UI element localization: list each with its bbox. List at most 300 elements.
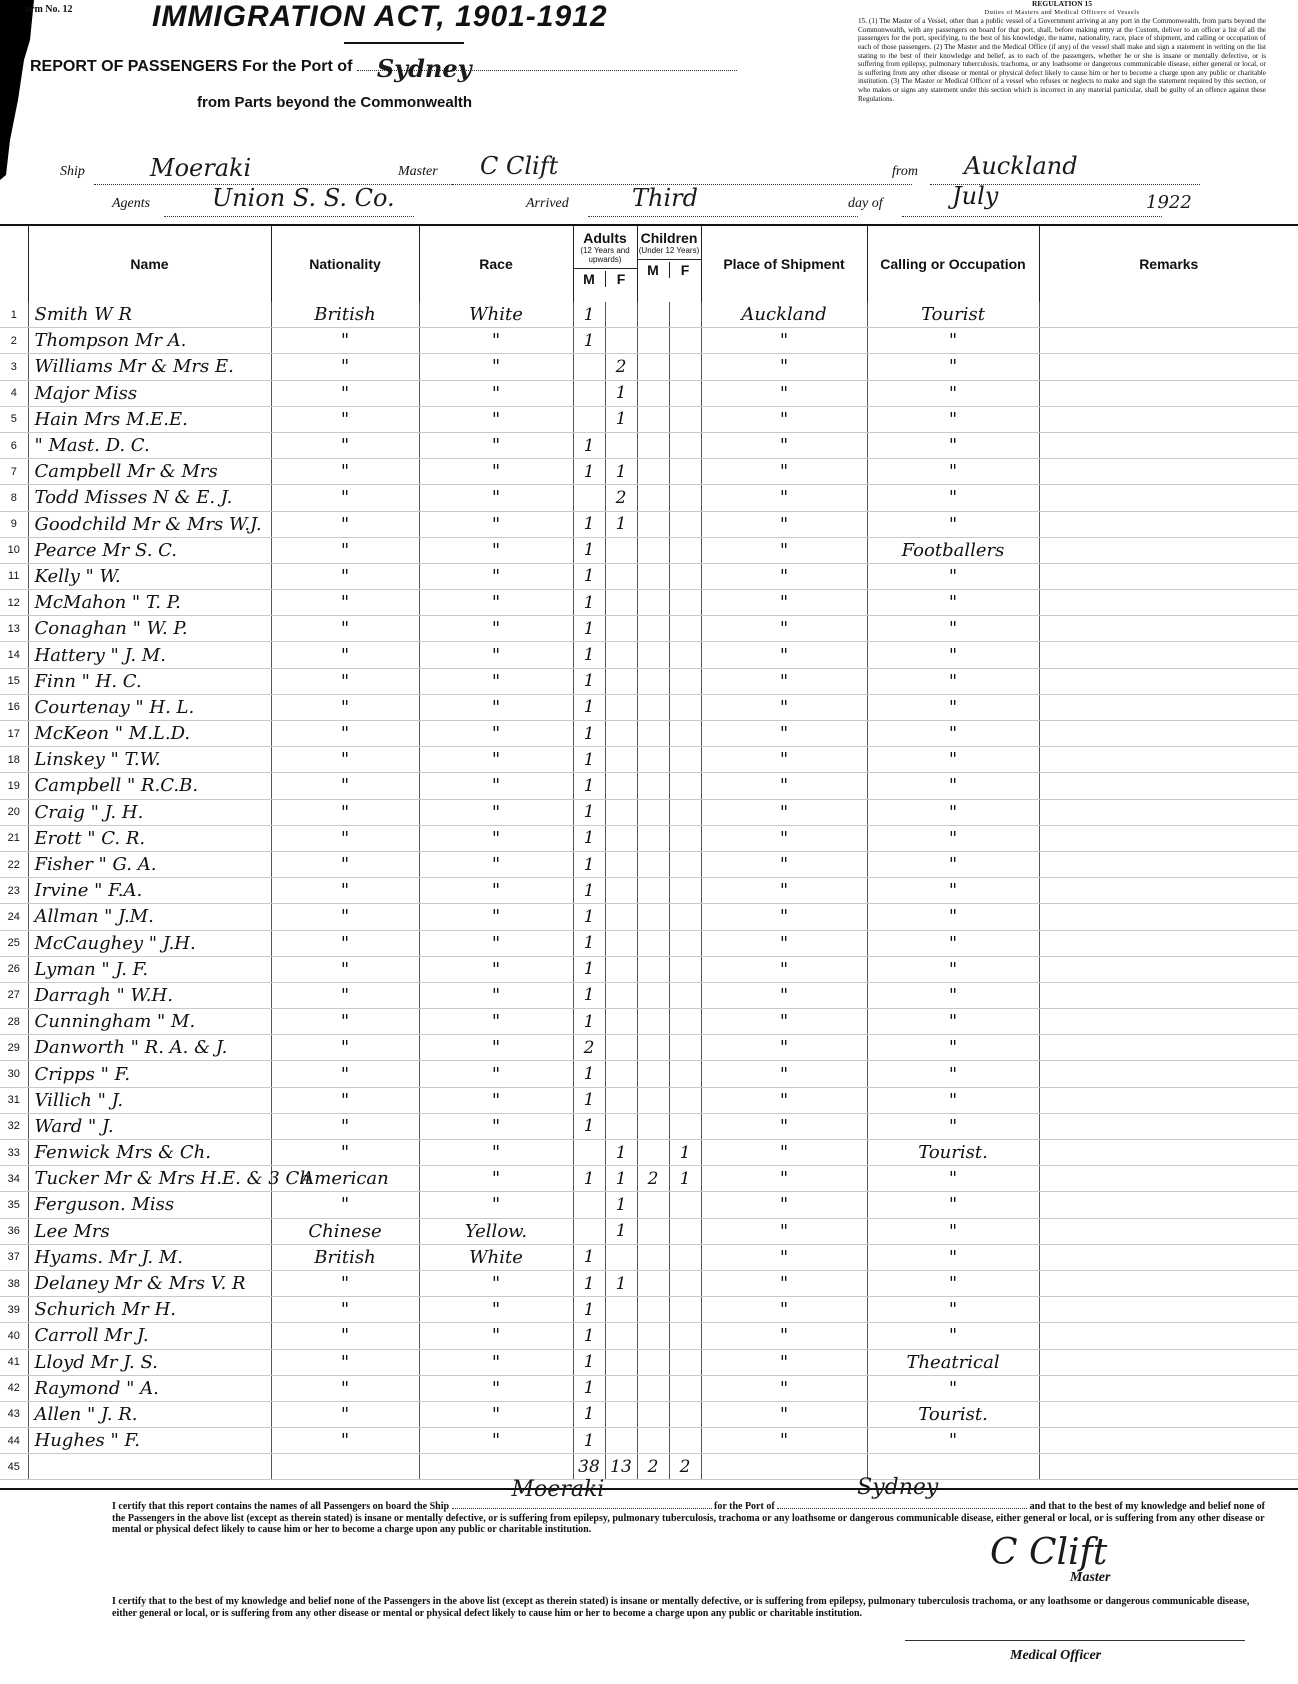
child-female-count bbox=[669, 773, 701, 799]
passenger-name: Erott " C. R. bbox=[28, 825, 271, 851]
row-number: 22 bbox=[0, 851, 28, 877]
row-number: 19 bbox=[0, 773, 28, 799]
adult-male-count bbox=[573, 354, 605, 380]
child-female-count bbox=[669, 432, 701, 458]
passenger-name: Raymond " A. bbox=[28, 1375, 271, 1401]
occupation-cell: " bbox=[867, 1244, 1039, 1270]
table-bottom-rule bbox=[0, 1488, 1298, 1490]
medical-officer-label: Medical Officer bbox=[1010, 1648, 1102, 1663]
remarks-cell bbox=[1039, 302, 1298, 328]
adult-male-count: 1 bbox=[573, 825, 605, 851]
remarks-cell bbox=[1039, 1401, 1298, 1427]
race-cell: " bbox=[419, 1375, 573, 1401]
adult-male-count: 1 bbox=[573, 747, 605, 773]
adult-male-count: 1 bbox=[573, 459, 605, 485]
table-row bbox=[0, 432, 1298, 458]
report-label: REPORT OF PASSENGERS For the Port of bbox=[30, 58, 353, 75]
nationality-cell: " bbox=[271, 1297, 419, 1323]
child-male-count bbox=[637, 878, 669, 904]
occupation-cell: " bbox=[867, 485, 1039, 511]
adults-sub: (12 Years and upwards) bbox=[580, 246, 630, 264]
child-female-count bbox=[669, 1009, 701, 1035]
passenger-table bbox=[0, 224, 1298, 1480]
table-row bbox=[0, 694, 1298, 720]
nationality-cell: " bbox=[271, 380, 419, 406]
adult-male-count: 1 bbox=[573, 1297, 605, 1323]
nationality-cell: " bbox=[271, 616, 419, 642]
place-of-shipment-cell: " bbox=[701, 1087, 867, 1113]
adult-male-count: 1 bbox=[573, 1113, 605, 1139]
nationality-cell: " bbox=[271, 982, 419, 1008]
passenger-name: Thompson Mr A. bbox=[28, 328, 271, 354]
remarks-cell bbox=[1039, 432, 1298, 458]
adult-male-count: 1 bbox=[573, 302, 605, 328]
regulation-text: 15. (1) The Master of a Vessel, other than a public vessel of a Government arriving at any port in the Commonwealth, from parts beyond the Commonwealth, with any passengers on board for that port, shall, before making entry at the Custom, deliver to an officer a list of all the passengers for the port, specifying, to the best of his knowledge, the name, nationality, race, place of shipment, and calling or occupation of each of those passengers. (2) The Master and the Medical Office (if any) of the vessel shall make and sign a statement in writing on the list stating to the best of their knowledge and belief, as to each of the passengers, whether he or she is insane or mentally defective, or is suffering from epilepsy, pulmonary tuberculosis, trachoma, or any loathsome or dangerous communicable disease, either general or local, or is suffering from any other disease or mental or physical defect likely to cause him or her to become a charge upon any public or charitable institution. (3) The Master or Medical Officer of a vessel who refuses or neglects to make and sign the statement required by this section, or who makes or signs any statement under this section which is incorrect in any material particular, shall be guilty of an offence against these Regulations. bbox=[858, 17, 1266, 103]
race-cell: " bbox=[419, 432, 573, 458]
row-number: 31 bbox=[0, 1087, 28, 1113]
adult-female-count: 1 bbox=[605, 1140, 637, 1166]
adult-female-count bbox=[605, 432, 637, 458]
form-number: orm No. 12 bbox=[25, 4, 73, 15]
race-cell: " bbox=[419, 1009, 573, 1035]
remarks-cell bbox=[1039, 1140, 1298, 1166]
adult-female-count: 1 bbox=[605, 511, 637, 537]
nationality-cell: " bbox=[271, 747, 419, 773]
remarks-cell bbox=[1039, 694, 1298, 720]
passenger-name: Allman " J.M. bbox=[28, 904, 271, 930]
child-female-count bbox=[669, 328, 701, 354]
nationality-cell: " bbox=[271, 1270, 419, 1296]
remarks-cell bbox=[1039, 982, 1298, 1008]
race-cell: " bbox=[419, 1297, 573, 1323]
race-cell: " bbox=[419, 537, 573, 563]
adult-female-count: 2 bbox=[605, 485, 637, 511]
occupation-cell: Tourist. bbox=[867, 1140, 1039, 1166]
table-row bbox=[0, 563, 1298, 589]
place-header: Place of Shipment bbox=[701, 225, 867, 302]
child-female-count bbox=[669, 1035, 701, 1061]
adult-male-count: 1 bbox=[573, 694, 605, 720]
remarks-cell bbox=[1039, 1087, 1298, 1113]
adult-female-count: 1 bbox=[605, 1270, 637, 1296]
table-row bbox=[0, 1192, 1298, 1218]
day-of-label: day of bbox=[848, 196, 883, 211]
race-cell: " bbox=[419, 459, 573, 485]
adult-male-count: 1 bbox=[573, 1009, 605, 1035]
place-of-shipment-cell: " bbox=[701, 380, 867, 406]
child-male-count bbox=[637, 1428, 669, 1454]
adult-female-count bbox=[605, 878, 637, 904]
row-number: 33 bbox=[0, 1140, 28, 1166]
nationality-cell: " bbox=[271, 799, 419, 825]
table-row bbox=[0, 1061, 1298, 1087]
nationality-cell: " bbox=[271, 1113, 419, 1139]
child-female-count bbox=[669, 511, 701, 537]
occupation-cell: " bbox=[867, 956, 1039, 982]
nationality-cell: " bbox=[271, 1087, 419, 1113]
child-male-count bbox=[637, 825, 669, 851]
occupation-cell: Tourist. bbox=[867, 1401, 1039, 1427]
remarks-cell bbox=[1039, 537, 1298, 563]
row-number: 15 bbox=[0, 668, 28, 694]
adult-male-count: 1 bbox=[573, 799, 605, 825]
child-female-count bbox=[669, 799, 701, 825]
race-cell: " bbox=[419, 1035, 573, 1061]
child-female-count bbox=[669, 1349, 701, 1375]
child-female-count bbox=[669, 930, 701, 956]
remarks-cell bbox=[1039, 668, 1298, 694]
row-number: 40 bbox=[0, 1323, 28, 1349]
occupation-cell: " bbox=[867, 930, 1039, 956]
adult-female-count bbox=[605, 302, 637, 328]
torn-corner bbox=[0, 0, 40, 180]
adult-male-count: 1 bbox=[573, 1087, 605, 1113]
row-number: 11 bbox=[0, 563, 28, 589]
race-cell bbox=[419, 1454, 573, 1480]
child-female-count bbox=[669, 878, 701, 904]
children-sub: (Under 12 Years) bbox=[638, 246, 700, 255]
place-of-shipment-cell: " bbox=[701, 721, 867, 747]
adult-male-count: 1 bbox=[573, 1061, 605, 1087]
table-row bbox=[0, 982, 1298, 1008]
passenger-name: Conaghan " W. P. bbox=[28, 616, 271, 642]
remarks-cell bbox=[1039, 1061, 1298, 1087]
row-number: 43 bbox=[0, 1401, 28, 1427]
race-cell: " bbox=[419, 1087, 573, 1113]
occupation-cell: " bbox=[867, 406, 1039, 432]
passenger-name: Craig " J. H. bbox=[28, 799, 271, 825]
race-cell: " bbox=[419, 485, 573, 511]
adult-female-count bbox=[605, 328, 637, 354]
row-number: 29 bbox=[0, 1035, 28, 1061]
title-rule bbox=[344, 42, 464, 44]
name-header: Name bbox=[28, 225, 271, 302]
passenger-name: Lyman " J. F. bbox=[28, 956, 271, 982]
place-of-shipment-cell: " bbox=[701, 1375, 867, 1401]
row-number: 35 bbox=[0, 1192, 28, 1218]
place-of-shipment-cell: " bbox=[701, 1192, 867, 1218]
nationality-cell: " bbox=[271, 904, 419, 930]
occupation-cell: " bbox=[867, 668, 1039, 694]
remarks-cell bbox=[1039, 1323, 1298, 1349]
remarks-cell bbox=[1039, 1035, 1298, 1061]
child-female-count bbox=[669, 1087, 701, 1113]
adult-female-count bbox=[605, 694, 637, 720]
remarks-cell bbox=[1039, 459, 1298, 485]
occupation-cell: " bbox=[867, 616, 1039, 642]
place-of-shipment-cell: " bbox=[701, 930, 867, 956]
table-row bbox=[0, 1297, 1298, 1323]
nationality-cell: " bbox=[271, 1375, 419, 1401]
nationality-cell: " bbox=[271, 590, 419, 616]
child-male-count bbox=[637, 1061, 669, 1087]
row-number: 42 bbox=[0, 1375, 28, 1401]
passenger-name: " Mast. D. C. bbox=[28, 432, 271, 458]
nationality-cell: " bbox=[271, 459, 419, 485]
child-male-count bbox=[637, 747, 669, 773]
adult-female-count: 1 bbox=[605, 459, 637, 485]
adult-male-count bbox=[573, 406, 605, 432]
from-label: from bbox=[892, 164, 918, 179]
child-male-count: 2 bbox=[637, 1454, 669, 1480]
table-row bbox=[0, 354, 1298, 380]
child-male-count bbox=[637, 1035, 669, 1061]
occupation-cell: " bbox=[867, 1009, 1039, 1035]
table-row bbox=[0, 851, 1298, 877]
child-male-count bbox=[637, 1113, 669, 1139]
nationality-cell: " bbox=[271, 1192, 419, 1218]
child-male-count bbox=[637, 1349, 669, 1375]
race-cell: " bbox=[419, 511, 573, 537]
row-number: 27 bbox=[0, 982, 28, 1008]
regulation-heading: REGULATION 15 bbox=[1031, 0, 1093, 8]
row-number: 24 bbox=[0, 904, 28, 930]
race-cell: " bbox=[419, 1061, 573, 1087]
adult-male-count: 1 bbox=[573, 1244, 605, 1270]
table-row bbox=[0, 1009, 1298, 1035]
place-of-shipment-cell: " bbox=[701, 668, 867, 694]
place-of-shipment-cell: " bbox=[701, 328, 867, 354]
place-of-shipment-cell: " bbox=[701, 904, 867, 930]
child-male-count bbox=[637, 354, 669, 380]
child-female-count: 1 bbox=[669, 1140, 701, 1166]
child-female-count bbox=[669, 354, 701, 380]
cert1-text-a: I certify that this report contains the names of all Passengers on board the Ship bbox=[112, 1501, 450, 1512]
adult-male-count bbox=[573, 1218, 605, 1244]
nationality-cell: " bbox=[271, 537, 419, 563]
nationality-cell: " bbox=[271, 1401, 419, 1427]
place-of-shipment-cell: " bbox=[701, 1349, 867, 1375]
place-of-shipment-cell: " bbox=[701, 616, 867, 642]
master-signature: C Clift bbox=[990, 1532, 1108, 1573]
child-male-count bbox=[637, 406, 669, 432]
race-cell: " bbox=[419, 668, 573, 694]
occupation-cell: " bbox=[867, 1061, 1039, 1087]
nationality-cell: " bbox=[271, 328, 419, 354]
race-cell: " bbox=[419, 616, 573, 642]
remarks-cell bbox=[1039, 328, 1298, 354]
children-f-header: F bbox=[680, 262, 690, 278]
remarks-cell bbox=[1039, 563, 1298, 589]
remarks-cell bbox=[1039, 485, 1298, 511]
place-of-shipment-cell: Auckland bbox=[701, 302, 867, 328]
child-female-count bbox=[669, 1113, 701, 1139]
remarks-cell bbox=[1039, 1454, 1298, 1480]
table-row bbox=[0, 616, 1298, 642]
passenger-name: Hattery " J. M. bbox=[28, 642, 271, 668]
medical-signature-line bbox=[905, 1640, 1245, 1641]
occupation-cell: " bbox=[867, 1166, 1039, 1192]
occupation-cell: " bbox=[867, 904, 1039, 930]
passenger-name: Campbell " R.C.B. bbox=[28, 773, 271, 799]
passenger-name: McKeon " M.L.D. bbox=[28, 721, 271, 747]
child-male-count bbox=[637, 851, 669, 877]
child-female-count bbox=[669, 904, 701, 930]
child-female-count bbox=[669, 616, 701, 642]
row-number: 8 bbox=[0, 485, 28, 511]
race-cell: " bbox=[419, 956, 573, 982]
table-row bbox=[0, 642, 1298, 668]
child-female-count bbox=[669, 459, 701, 485]
passenger-name: Villich " J. bbox=[28, 1087, 271, 1113]
adult-female-count bbox=[605, 1244, 637, 1270]
child-male-count bbox=[637, 485, 669, 511]
adult-female-count bbox=[605, 799, 637, 825]
nationality-cell: " bbox=[271, 694, 419, 720]
place-of-shipment-cell: " bbox=[701, 511, 867, 537]
nationality-cell: " bbox=[271, 1035, 419, 1061]
nationality-cell bbox=[271, 1454, 419, 1480]
race-cell: " bbox=[419, 380, 573, 406]
place-of-shipment-cell: " bbox=[701, 1061, 867, 1087]
remarks-cell bbox=[1039, 799, 1298, 825]
row-number: 6 bbox=[0, 432, 28, 458]
place-of-shipment-cell: " bbox=[701, 878, 867, 904]
place-of-shipment-cell: " bbox=[701, 459, 867, 485]
remarks-cell bbox=[1039, 1166, 1298, 1192]
adult-female-count bbox=[605, 668, 637, 694]
adult-male-count: 2 bbox=[573, 1035, 605, 1061]
nationality-cell: British bbox=[271, 302, 419, 328]
table-row bbox=[0, 302, 1298, 328]
nationality-cell: " bbox=[271, 485, 419, 511]
adult-male-count: 1 bbox=[573, 773, 605, 799]
passenger-name: McCaughey " J.H. bbox=[28, 930, 271, 956]
occupation-cell: " bbox=[867, 1192, 1039, 1218]
race-cell: " bbox=[419, 1323, 573, 1349]
row-number: 34 bbox=[0, 1166, 28, 1192]
adult-female-count: 1 bbox=[605, 1166, 637, 1192]
row-number: 25 bbox=[0, 930, 28, 956]
nationality-cell: " bbox=[271, 563, 419, 589]
occupation-cell: " bbox=[867, 563, 1039, 589]
race-cell: " bbox=[419, 1113, 573, 1139]
table-row bbox=[0, 668, 1298, 694]
remarks-cell bbox=[1039, 1428, 1298, 1454]
place-of-shipment-cell: " bbox=[701, 1035, 867, 1061]
row-number: 36 bbox=[0, 1218, 28, 1244]
passenger-name: Kelly " W. bbox=[28, 563, 271, 589]
table-row bbox=[0, 1428, 1298, 1454]
table-row bbox=[0, 590, 1298, 616]
place-of-shipment-cell: " bbox=[701, 1270, 867, 1296]
nationality-cell: " bbox=[271, 851, 419, 877]
adult-male-count bbox=[573, 380, 605, 406]
occupation-cell: " bbox=[867, 511, 1039, 537]
place-of-shipment-cell: " bbox=[701, 1113, 867, 1139]
passenger-name bbox=[28, 1454, 271, 1480]
child-female-count bbox=[669, 1428, 701, 1454]
nationality-cell: " bbox=[271, 878, 419, 904]
table-row bbox=[0, 1113, 1298, 1139]
child-female-count bbox=[669, 668, 701, 694]
occupation-cell: " bbox=[867, 773, 1039, 799]
adult-female-count bbox=[605, 1297, 637, 1323]
passenger-name: Hughes " F. bbox=[28, 1428, 271, 1454]
occupation-cell: " bbox=[867, 1113, 1039, 1139]
child-male-count bbox=[637, 721, 669, 747]
remarks-cell bbox=[1039, 354, 1298, 380]
adult-female-count bbox=[605, 1375, 637, 1401]
adult-female-count bbox=[605, 1009, 637, 1035]
adult-male-count: 1 bbox=[573, 982, 605, 1008]
race-cell: " bbox=[419, 747, 573, 773]
row-number: 20 bbox=[0, 799, 28, 825]
remarks-cell bbox=[1039, 747, 1298, 773]
occupation-cell: " bbox=[867, 1218, 1039, 1244]
nationality-header: Nationality bbox=[271, 225, 419, 302]
nationality-cell: " bbox=[271, 642, 419, 668]
table-row bbox=[0, 1244, 1298, 1270]
nationality-cell: Chinese bbox=[271, 1218, 419, 1244]
passenger-name: Goodchild Mr & Mrs W.J. bbox=[28, 511, 271, 537]
place-of-shipment-cell: " bbox=[701, 406, 867, 432]
remarks-cell bbox=[1039, 1375, 1298, 1401]
place-of-shipment-cell: " bbox=[701, 982, 867, 1008]
nationality-cell: " bbox=[271, 511, 419, 537]
child-male-count bbox=[637, 694, 669, 720]
table-row bbox=[0, 328, 1298, 354]
race-cell: " bbox=[419, 563, 573, 589]
passenger-name: Fenwick Mrs & Ch. bbox=[28, 1140, 271, 1166]
child-male-count bbox=[637, 1087, 669, 1113]
child-female-count bbox=[669, 1244, 701, 1270]
from-value: Auckland bbox=[964, 152, 1078, 180]
race-cell: " bbox=[419, 1166, 573, 1192]
remarks-cell bbox=[1039, 904, 1298, 930]
child-male-count bbox=[637, 537, 669, 563]
place-of-shipment-cell: " bbox=[701, 1401, 867, 1427]
row-number: 32 bbox=[0, 1113, 28, 1139]
nationality-cell: " bbox=[271, 1349, 419, 1375]
place-of-shipment-cell: " bbox=[701, 825, 867, 851]
ship-label: Ship bbox=[60, 164, 85, 179]
race-cell: Yellow. bbox=[419, 1218, 573, 1244]
race-cell: " bbox=[419, 1192, 573, 1218]
passenger-name: Williams Mr & Mrs E. bbox=[28, 354, 271, 380]
nationality-cell: American bbox=[271, 1166, 419, 1192]
child-male-count: 2 bbox=[637, 1166, 669, 1192]
race-cell: " bbox=[419, 590, 573, 616]
place-of-shipment-cell: " bbox=[701, 1428, 867, 1454]
race-cell: " bbox=[419, 721, 573, 747]
adult-female-count bbox=[605, 1428, 637, 1454]
child-male-count bbox=[637, 904, 669, 930]
race-cell: " bbox=[419, 825, 573, 851]
passenger-name: Courtenay " H. L. bbox=[28, 694, 271, 720]
row-number: 28 bbox=[0, 1009, 28, 1035]
remarks-cell bbox=[1039, 380, 1298, 406]
adult-female-count bbox=[605, 982, 637, 1008]
nationality-cell: " bbox=[271, 1323, 419, 1349]
child-female-count bbox=[669, 302, 701, 328]
remarks-cell bbox=[1039, 406, 1298, 432]
occupation-cell: " bbox=[867, 694, 1039, 720]
race-cell: " bbox=[419, 642, 573, 668]
adult-female-count bbox=[605, 1113, 637, 1139]
race-cell: " bbox=[419, 930, 573, 956]
adult-male-count: 1 bbox=[573, 590, 605, 616]
cert1-text-c: and that to the best of my knowledge and belief none of the Passengers in the above list (except as therein stated) is insane or mentally defective, or is suffering from epilepsy, pulmonary tuberculosis, trachoma or any loathsome or dangerous communicable disease, either general or local, or is suffering from any other disease or mental or physical defect likely to cause him or her to become a charge upon any public or charitable institution. bbox=[112, 1501, 1265, 1535]
child-male-count bbox=[637, 616, 669, 642]
race-cell: White bbox=[419, 1244, 573, 1270]
row-number: 9 bbox=[0, 511, 28, 537]
nationality-cell: " bbox=[271, 1009, 419, 1035]
child-male-count bbox=[637, 432, 669, 458]
occupation-cell: " bbox=[867, 1035, 1039, 1061]
passenger-name: Pearce Mr S. C. bbox=[28, 537, 271, 563]
child-female-count bbox=[669, 1297, 701, 1323]
